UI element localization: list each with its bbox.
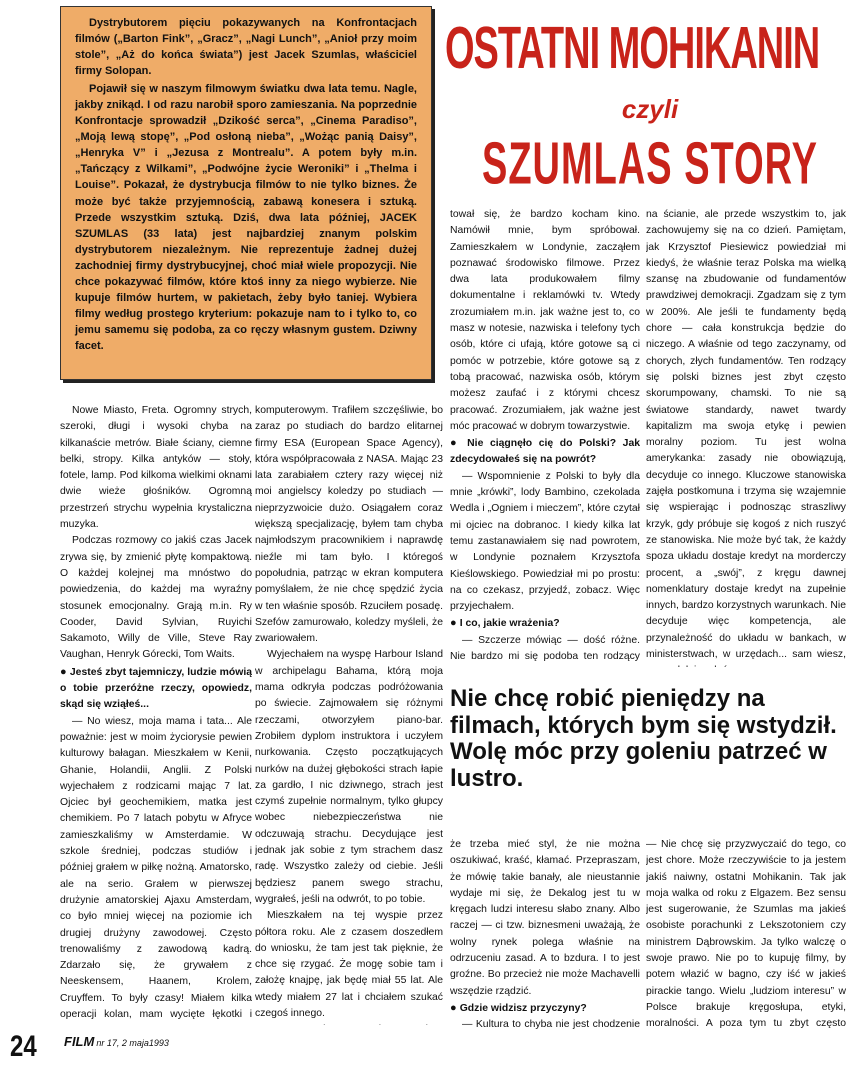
article-paragraph: Mieszkałem na tej wyspie przez półtora roku. Ale z czasem doszedłem do wniosku, że tam jest tak pięknie, że chce się rzygać. Że mogę sobie tam i założę knajpę, jak będę miał 55 lat. Ale wtedy miałem 27 lat i chciałem szukać czegoś innego. — [255, 910, 443, 1019]
article-column-6 — [646, 837, 846, 1032]
article-paragraph: — Wspomnienie z Polski to były dla mnie „krówki”, lody Bambino, czekolada Wedla i „Ogniem i mieczem”, które czytał mi ojciec na dobranoc. I kiedy kilka lat temu zastanawiałem się nad powrotem, w Londynie poznałem Krzysztofa Kieślowskiego. Powiedział mi po prostu: na co czekasz, przyjedź, zobacz. Więc przyjechałem. — [450, 470, 640, 613]
question-text: Gdzie widzisz przyczyny? — [459, 1002, 587, 1014]
article-paragraph: na ścianie, ale przede wszystkim to, jak zachowujemy się na co dzień. Pamiętam, jak Krzysztof Piesiewicz powiedział mi kiedyś, że właśnie teraz Polska ma wielką szansę na zbudowanie od fundamentów prawdziwej demokracji. Zgadzam się z tym w 200%. Ale jeśli te fundamenty będą chore — cała konstrukcja będzie do niczego. A właśnie od tego zaczynamy, od chorych, złych fundamentów. Ten rodzący się polski biznes jest zbyt często skorumpowany, chamski. To nie są światowe standardy, nawet twardy kapitalizm ma swoja etykę i pewien moralny poziom. Tu jest wolna amerykanka: zasady nie obowiązują, decyduje co innego. Kluczowe stanowiska zajęła postkomuna i trzyma się wzajemnie się wspierając i podnosząc straszliwy krzyk, gdy próbuje się kogoś z nich ruszyć ze stanowiska. Nie może być tak, że każdy spoza układu dostaje kredyt na morderczy procent, a „swój”, z kręgu dawnej nomenklatury dostaje kredyt na zupełnie innych, bardzo korzystnych warunkach. Nie decyduje więc kompetencja, ale przynależność do układu w bankach, w ministerstwach, w urzędach... sam wiesz, — [646, 209, 846, 661]
intro-box — [60, 6, 432, 380]
article-column-1 — [60, 403, 252, 1025]
article-paragraph: Wyjechałem na wyspę Harbour Island w archipelagu Bahama, którą moja mama odkryła podczas podróżowania po świecie. Zajmowałem się różnymi rzeczami, otworzyłem piano-bar. Zrobiłem dyplom instruktora i uczyłem nurkowania. Często początkujących nurków na dużej głębokości strach łapie za gardło, I nic dziwnego, strach jest czymś zupełnie normalnym, tylko głupcy wobec niebezpieczeństwa nie odczuwają strachu. Decydujące jest jednak jak sobie z tym strachem dasz radę. Wszystko zależy od ciebie. Jeśli będziesz panem swego strachu, wygrałeś, jeśli na odwrót, to po tobie. — [255, 649, 443, 905]
article-paragraph: — Nie chcę się przyzwyczaić do tego, co jest chore. Może rzeczywiście to ja jestem jakiś naiwny, ostatni Mohikanin. Tak jak moja walka od roku z Elgazem. Bez sensu jest sugerowanie, że Szumlas ma jakieś osobiste porachunki z Lekszotoniem czy ministrem Dąbrowskim. Ja tylko walczę o swoje prawo. Nie po to kupuję filmy, by potem włazić w bagno, czy iść w jakieś pirackie tango. Wielu „ludziom interesu” w Polsce brakuje kręgosłupa, etyki, moralności. A poza tym tu zbyt często — [646, 839, 846, 1030]
magazine-name — [64, 1034, 169, 1049]
interview-question — [450, 615, 640, 632]
bullet-icon: ● — [450, 1001, 460, 1014]
article-paragraph: Nowe Miasto, Freta. Ogromny strych, szeroki, długi i wysoki chyba na kilkanaście metrów. Białe ściany, ciemne belki, stropy. Kilka antyków — stoły, fotele, lamp. Pod kilkoma wielkimi oknami dwie wieże głośników. Ogromną przestrzeń strychu wypełnia krystaliczna muzyka. — [60, 405, 252, 531]
headline-line-2: czyli — [621, 94, 679, 124]
headline-line-3: SZUMLAS STORY — [481, 132, 819, 198]
question-text: Nie ciągnęło cię do Polski? Jak zdecydowałeś się na powrót? — [450, 438, 640, 466]
interview-question — [450, 1000, 640, 1017]
issue-info: nr 17, 2 maja1993 — [96, 1038, 169, 1048]
article-paragraph: Podczas rozmowy co jakiś czas Jacek zrywa się, by zmienić płytę kompaktową. O każdej kolejnej ma mnóstwo do powiedzenia, do każdej ma wyraźny stosunek emocjonalny. Grają m.in. Ry Cooder, David Sylvian, Ruyichi Sakamoto, Willy de Ville, Steve Ray Vaughan, Henryk Górecki, Tom Waits. — [60, 535, 252, 661]
page-footer — [10, 1030, 310, 1070]
article-column-5 — [450, 837, 640, 1032]
pull-quote: Nie chcę robić pieniędzy na filmach, których bym się wstydził. Wolę móc przy goleniu patrzeć w lustro. — [450, 685, 837, 792]
article-paragraph: — Kultura to chyba nie jest chodzenie — [462, 1019, 640, 1031]
article-paragraph: komputerowym. Trafiłem szczęśliwie, bo zaraz po studiach do bardzo elitarnej firmy ESA (European Space Agency), która współpracowała z NASA. Mając 23 lata zarabiałem cztery razy więcej niż moi angielscy koledzy po studiach — nieprzyzwoicie dużo. Osiągałem coraz większą specjalizację, byłem tam chyba najmłodszym pracownikiem i naprawdę nieźle mi tam było. I któregoś popołudnia, patrząc w ekran komputera pomyślałem, że nie chcę spędzić życia w ten właśnie sposób. Rzuciłem posadę. Szefów zamurowało, koledzy myśleli, że zwariowałem. — [255, 405, 443, 645]
page-number: 24 — [10, 1030, 37, 1063]
article-paragraph: że trzeba mieć styl, że nie można oszukiwać, kraść, kłamać. Przepraszam, że mówię takie banały, ale nieustannie wydaje mi się, że Dekalog jest tu w kręgach ludzi interesu słabo znany. Albo raczej — ci tzw. biznesmeni uważają, że wolny rynek polega właśnie na odrzuceniu zasad. A to bzdura. I to jest groźne. Bo przecież nie może Machavelli wszędzie rządzić. — [450, 839, 640, 997]
magazine-title: FILM — [64, 1034, 95, 1049]
article-paragraph: — No wiesz, moja mama i tata... Ale poważnie: jest w moim życiorysie pewien kulturowy bałagan. Mieszkałem w Kenii, Ghanie, Holandii, Anglii. Z Polski wyjechałem z rodzicami mając 7 lat. Ojciec był geochemikiem, matka jest chemikiem. Po 7 latach pobytu w Afryce zamieszkaliśmy w Amsterdamie. W szkole średniej, podczas studiów i później grałem w piłkę nożną. Amatorsko, ale na serio. Grałem w pierwszej drużynie amatorskiej Ajaxu Amsterdam, co było mniej więcej na poziomie ich drugiej drużyny zawodowej. Często trenowaliśmy z zawodową kadrą. Zdarzało się, że grywałem z Neeskensem, Haanem, Krolem, Cruyffem. To były czasy! Miałem kilka operacji kolan, mam wycięte łękotki i — [60, 715, 252, 1020]
interview-question — [60, 664, 252, 714]
bullet-icon: ● — [450, 617, 460, 630]
intro-paragraph-1: Dystrybutorem pięciu pokazywanych na Konfrontacjach filmów („Barton Fink”, „Gracz”, „Nagi Lunch”, „Anioł przy moim stole”, „Aż do końca świata”) jest Jacek Szumlas, właściciel firmy Solopan. — [75, 17, 417, 78]
article-paragraph — [255, 1022, 443, 1025]
headline — [445, 0, 855, 198]
bullet-icon: ● — [60, 665, 70, 678]
article-paragraph: tował się, że bardzo kocham kino. Namówił mnie, bym spróbował. Zamieszkałem w Londynie, zacząłem poznawać środowisko filmowe. Przez dwa lata produkowałem filmy dokumentalne i reklamówki tv. Wtedy zrozumiałem m.in. jak ważne jest to, co masz w notesie, nazwiska i telefony tych osób, które ci ufają, które gotowe są ci pomóc w potrzebie, które gotowe są z tobą pracować, nazwiska osób, którym możesz zaufać i z którymi chcesz pracować. Zrozumiałem, jak ważne jest móc pracować w dobrym towarzystwie. — [450, 209, 640, 432]
headline-line-1: OSTATNI MOHIKANIN — [445, 17, 820, 83]
article-column-3 — [450, 207, 640, 667]
article-column-2 — [255, 403, 443, 1025]
intro-paragraph-2: Pojawił się w naszym filmowym światku dwa lata temu. Nagle, jakby znikąd. I od razu narobił sporo zamieszania. Na poprzednie Konfrontacje sprowadził „Dzikość serca”, „Cinema Paradiso”, „Moją lewą stopę”, „Pod osłoną nieba”, „Wożąc panią Daisy”, „Henryka V” i „Jezusa z Montrealu”. A potem były m.in. „Tańczący z Wilkami”, „Podwójne życie Weroniki” i „Thelma i Louise”. Pokazał, że dystrybucja filmów to nie tylko biznes. Że może być także przyjemnością, zabawą konesera i sztuką. Przede wszystkim sztuką. Dziś, dwa lata później, JACEK SZUMLAS (33 lata) jest najbardziej znanym polskim dystrybutorem niezależnym. Nie reprezentuje żadnej dużej zachodniej firmy dystrybucyjnej, choć miał wiele propozycji. Nie chce pokazywać filmów, które ktoś inny za niego wybierze. Nie kupuje filmów hurtem, w pakietach, żeby było taniej. Wybiera filmy według prostego kryterium: pokazuje nam to i tylko to, co jemu samemu się podoba, za co ręczy własnym gustem. Dziwny facet. — [75, 83, 417, 352]
bullet-icon: ● — [450, 437, 468, 450]
question-text: Jesteś zbyt tajemniczy, ludzie mówią o tobie przeróżne rzeczy, opowiedz, skąd się wziąłeś... — [60, 666, 252, 711]
article-paragraph: — Szczerze mówiąc — dość różne. Nie bardzo mi się podoba ten rodzący — [450, 634, 640, 663]
article-column-4 — [646, 207, 846, 667]
question-text: I co, jakie wrażenia? — [459, 618, 560, 630]
interview-question — [450, 435, 640, 469]
